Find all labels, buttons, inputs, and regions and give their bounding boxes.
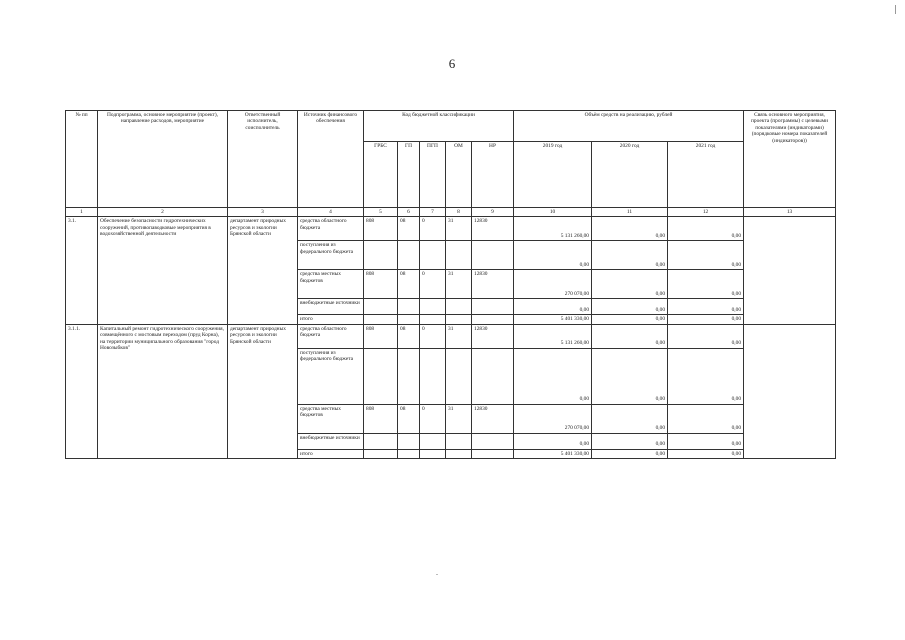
value-2019: 5 131 260,00 bbox=[514, 324, 592, 348]
funding-source: средства местных бюджетов bbox=[298, 270, 364, 299]
value-2020: 0,00 bbox=[592, 299, 668, 315]
code-pgp bbox=[420, 449, 446, 458]
code-om bbox=[446, 433, 472, 449]
header-source: Источник финансового обеспечения bbox=[298, 111, 364, 208]
value-2019: 0,00 bbox=[514, 299, 592, 315]
value-2020: 0,00 bbox=[592, 404, 668, 433]
column-number: 11 bbox=[592, 208, 668, 217]
funding-source: поступления из федерального бюджета bbox=[298, 348, 364, 404]
code-grbs bbox=[364, 241, 398, 270]
corner-scan-mark bbox=[895, 5, 896, 14]
header-grbs: ГРБС bbox=[364, 142, 398, 208]
code-nr bbox=[472, 449, 514, 458]
code-grbs: 808 bbox=[364, 324, 398, 348]
value-2021: 0,00 bbox=[668, 449, 744, 458]
header-executor: Ответственный исполнитель, соисполнитель bbox=[228, 111, 298, 208]
code-gp bbox=[398, 433, 420, 449]
indicator-link bbox=[744, 324, 836, 458]
executor: департамент природных ресурсов и экологии Брянской области bbox=[228, 217, 298, 324]
header-gp: ГП bbox=[398, 142, 420, 208]
value-2021: 0,00 bbox=[668, 217, 744, 241]
column-number: 10 bbox=[514, 208, 592, 217]
value-2021: 0,00 bbox=[668, 241, 744, 270]
value-2020: 0,00 bbox=[592, 241, 668, 270]
funding-source: внебюджетные источники bbox=[298, 433, 364, 449]
value-2019: 0,00 bbox=[514, 241, 592, 270]
code-pgp bbox=[420, 433, 446, 449]
code-om bbox=[446, 449, 472, 458]
header-link: Связь основного мероприятия, проекта (программы) с целевыми показателями (индикаторами) (порядковые номера показателей (индикаторов)) bbox=[744, 111, 836, 208]
code-gp bbox=[398, 348, 420, 404]
value-2021: 0,00 bbox=[668, 270, 744, 299]
code-om: 31 bbox=[446, 324, 472, 348]
funding-source: внебюджетные источники bbox=[298, 299, 364, 315]
header-2019: 2019 год bbox=[514, 142, 592, 208]
value-2020: 0,00 bbox=[592, 217, 668, 241]
code-grbs: 808 bbox=[364, 217, 398, 241]
page-number: 6 bbox=[448, 56, 456, 71]
header-row bbox=[66, 111, 836, 142]
funding-source: средства областного бюджета bbox=[298, 217, 364, 241]
executor: департамент природных ресурсов и экологии Брянской области bbox=[228, 324, 298, 458]
code-nr: 12830 bbox=[472, 217, 514, 241]
header-2021: 2021 год bbox=[668, 142, 744, 208]
column-number: 2 bbox=[98, 208, 228, 217]
value-2021: 0,00 bbox=[668, 348, 744, 404]
code-nr: 12830 bbox=[472, 324, 514, 348]
code-pgp bbox=[420, 241, 446, 270]
code-om: 31 bbox=[446, 270, 472, 299]
header-om: ОМ bbox=[446, 142, 472, 208]
value-2019: 270 070,00 bbox=[514, 270, 592, 299]
code-nr bbox=[472, 299, 514, 315]
header-name: Подпрограмма, основное мероприятие (проект), направление расходов, мероприятие bbox=[98, 111, 228, 208]
code-om: 31 bbox=[446, 404, 472, 433]
value-2020: 0,00 bbox=[592, 433, 668, 449]
funding-source: средства местных бюджетов bbox=[298, 404, 364, 433]
code-pgp bbox=[420, 315, 446, 324]
value-2021: 0,00 bbox=[668, 404, 744, 433]
activity-name: Капитальный ремонт гидротехнического сооружения, совмещённого с мостовым переходом (пруд Корна), на территории муниципального образования "город Новозыбков" bbox=[98, 324, 228, 458]
value-2020: 0,00 bbox=[592, 348, 668, 404]
value-2021: 0,00 bbox=[668, 324, 744, 348]
header-no: № пп bbox=[66, 111, 98, 208]
column-number: 3 bbox=[228, 208, 298, 217]
value-2020: 0,00 bbox=[592, 315, 668, 324]
scan-speck bbox=[436, 574, 438, 575]
header-2020: 2020 год bbox=[592, 142, 668, 208]
code-pgp: 0 bbox=[420, 270, 446, 299]
value-2020: 0,00 bbox=[592, 270, 668, 299]
code-om: 31 bbox=[446, 217, 472, 241]
value-2020: 0,00 bbox=[592, 324, 668, 348]
code-gp bbox=[398, 241, 420, 270]
code-grbs: 808 bbox=[364, 270, 398, 299]
code-nr bbox=[472, 241, 514, 270]
budget-table bbox=[65, 110, 836, 459]
code-nr bbox=[472, 315, 514, 324]
code-pgp bbox=[420, 348, 446, 404]
code-grbs bbox=[364, 433, 398, 449]
row-number: 3.1. bbox=[66, 217, 98, 324]
header-volume: Объём средств на реализацию, рублей bbox=[514, 111, 744, 142]
code-grbs: 808 bbox=[364, 404, 398, 433]
header-nr: НР bbox=[472, 142, 514, 208]
value-2019: 270 070,00 bbox=[514, 404, 592, 433]
code-gp: 08 bbox=[398, 404, 420, 433]
code-grbs bbox=[364, 449, 398, 458]
code-om bbox=[446, 299, 472, 315]
column-number-row bbox=[66, 208, 836, 217]
code-nr: 12830 bbox=[472, 270, 514, 299]
column-number: 9 bbox=[472, 208, 514, 217]
code-gp bbox=[398, 299, 420, 315]
value-2019: 5 131 260,00 bbox=[514, 217, 592, 241]
code-gp bbox=[398, 449, 420, 458]
code-nr: 12830 bbox=[472, 404, 514, 433]
code-om bbox=[446, 348, 472, 404]
code-nr bbox=[472, 433, 514, 449]
code-om bbox=[446, 241, 472, 270]
funding-source: итого bbox=[298, 315, 364, 324]
indicator-link bbox=[744, 217, 836, 324]
code-pgp: 0 bbox=[420, 404, 446, 433]
value-2021: 0,00 bbox=[668, 433, 744, 449]
table-row bbox=[66, 324, 836, 348]
column-number: 13 bbox=[744, 208, 836, 217]
value-2021: 0,00 bbox=[668, 315, 744, 324]
header-pgp: ПГП bbox=[420, 142, 446, 208]
column-number: 12 bbox=[668, 208, 744, 217]
code-grbs bbox=[364, 348, 398, 404]
column-number: 8 bbox=[446, 208, 472, 217]
code-gp bbox=[398, 315, 420, 324]
code-om bbox=[446, 315, 472, 324]
value-2021: 0,00 bbox=[668, 299, 744, 315]
funding-source: итого bbox=[298, 449, 364, 458]
code-pgp: 0 bbox=[420, 324, 446, 348]
funding-source: поступления из федерального бюджета bbox=[298, 241, 364, 270]
column-number: 7 bbox=[420, 208, 446, 217]
code-nr bbox=[472, 348, 514, 404]
value-2019: 5 401 330,00 bbox=[514, 315, 592, 324]
code-pgp bbox=[420, 299, 446, 315]
value-2019: 0,00 bbox=[514, 348, 592, 404]
table-row bbox=[66, 217, 836, 241]
code-gp: 08 bbox=[398, 270, 420, 299]
header-budget-codes: Код бюджетной классификации bbox=[364, 111, 514, 142]
activity-name: Обеспечение безопасности гидротехнических сооружений, противопаводковые мероприятия в водохозяйственной деятельности bbox=[98, 217, 228, 324]
code-pgp: 0 bbox=[420, 217, 446, 241]
column-number: 5 bbox=[364, 208, 398, 217]
value-2020: 0,00 bbox=[592, 449, 668, 458]
code-grbs bbox=[364, 315, 398, 324]
value-2019: 0,00 bbox=[514, 433, 592, 449]
column-number: 6 bbox=[398, 208, 420, 217]
column-number: 1 bbox=[66, 208, 98, 217]
code-gp: 08 bbox=[398, 324, 420, 348]
value-2019: 5 401 330,00 bbox=[514, 449, 592, 458]
funding-source: средства областного бюджета bbox=[298, 324, 364, 348]
code-grbs bbox=[364, 299, 398, 315]
column-number: 4 bbox=[298, 208, 364, 217]
row-number: 3.1.1. bbox=[66, 324, 98, 458]
code-gp: 08 bbox=[398, 217, 420, 241]
